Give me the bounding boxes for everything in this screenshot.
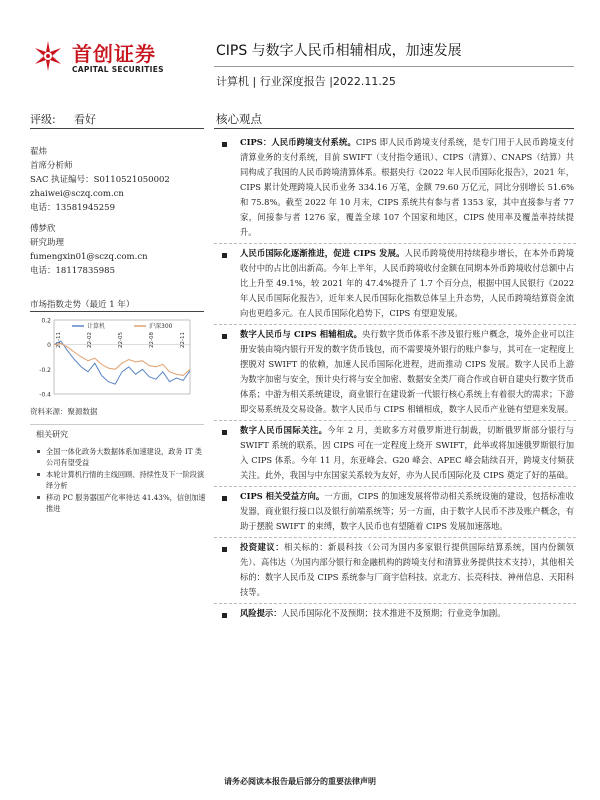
right-divider (214, 128, 574, 129)
chart-plot-frame (54, 320, 190, 394)
analyst-name: 翟炜 (30, 147, 48, 157)
report-title: CIPS 与数字人民币相辅相成，加速发展 (216, 43, 462, 59)
legend-label: 沪深300 (149, 323, 173, 330)
analyst-phone: 电话：18117835985 (30, 266, 115, 276)
chart-divider (30, 311, 204, 312)
market-index-chart (30, 314, 204, 404)
key-point-body: 央行数字货币体系不涉及银行账户概念，境外企业可以注册安装由境内银行开发的数字货币钱包，而不需要境外银行的账户参与，其可在一定程度上摆脱对 SWIFT 的依赖，加速人民币国际化进程，进而推动 CIPS 发展。数字人民币上游为数字加密与安全，预计央行将与安全加密、数据安全类厂商合作或自研自建央行数字货币体系；中游为相关系统建设，商业银行在建设新一代银行核心系统上有着很大的需求；下游即交易系统及交易设备。数字人民币与 CIPS 相辅相成，数字人民币产业链有望迎来发展。 (240, 329, 574, 414)
analyst-card (30, 222, 148, 278)
key-point-body: 人民币跨境使用持续稳步增长，在本外币跨境收付中的占比创出新高。今年上半年，人民币跨境收付金额在同期本外币跨境收付总额中占比上升至 49.1%，较 2021 年的 47.4%提升了 1.7 个百分点，根据中国人民银行《2022 年人民币国际化报告》，近年来人民币国际化指数总体呈上升态势，人民币跨境结算资金流向也更趋多元。在人民币国际化趋势下，CIPS 有望迎发展。 (240, 248, 574, 318)
rating-label: 评级: (30, 113, 56, 126)
key-point-body: 人民币国际化不及预期；技术推进不及预期；行业竞争加剧。 (281, 608, 506, 618)
y-tick-label: 0 (47, 342, 51, 350)
key-point-heading: 数字人民币国际关注。 (240, 425, 328, 435)
key-point-heading: 风险提示： (240, 608, 282, 618)
key-point-body: 今年 2 月，美欧多方对俄罗斯进行制裁，切断俄罗斯部分银行与 SWIFT 系统的联系，因 CIPS 可在一定程度上绕开 SWIFT，此举或将加速俄罗斯银行加入 CIPS 体系。今年 11 月，东亚峰会、G20 峰会、APEC 峰会陆续召开，跨境支付频获关注。此外，我国与中东国家关系较为友好，亦为人民币国际化及 CIPS 奠定了好的基础。 (240, 425, 574, 480)
key-point-body: CIPS 即人民币跨境支付系统，是专门用于人民币跨境支付清算业务的支付系统，目前 SWIFT（支付指令通讯）、CIPS（清算）、CNAPS（结算）共同构成了我国的人民币跨境清算体系。根据央行《2022 年人民币国际化报告》，2021 年，CIPS 累计处理跨境人民币业务 334.16 万笔，金额 79.60 万亿元，同比分别增长 51.6%和 75.8%。截至 2022 年 10 月末，CIPS 系统共有参与者 1353 家，其中直接参与者 77 家，间接参与者 1276 家，覆盖全球 107 个国家和地区，CIPS 使用率及覆盖率持续提升。 (240, 137, 574, 237)
related-research-item[interactable]: 本轮计算机行情的主线回顾、持续性及下一阶段演绎分析 (36, 469, 206, 491)
chart-title: 市场指数走势（最近 1 年） (30, 300, 135, 310)
analyst-card (30, 145, 170, 215)
x-tick-label: 22-08 (149, 332, 155, 348)
key-point (214, 325, 576, 421)
legend-label: 计算机 (87, 323, 106, 330)
core-views-title: 核心观点 (216, 112, 262, 126)
report-subtitle: 计算机 | 行业深度报告 |2022.11.25 (216, 75, 396, 88)
key-points-list (214, 133, 576, 624)
rating-value: 看好 (74, 113, 96, 126)
chart-source: 资料来源：聚源数据 (30, 407, 98, 416)
key-point (214, 604, 576, 624)
x-tick-label: 22-11 (180, 332, 186, 348)
key-point (214, 244, 576, 325)
left-divider (30, 128, 204, 129)
company-logo (30, 38, 215, 78)
x-tick-label: 22-05 (118, 332, 124, 348)
key-point-heading: CIPS：人民币跨境支付系统。 (240, 137, 356, 147)
header-divider (214, 66, 574, 67)
key-point-heading: 人民币国际化逐渐推进，促进 CIPS 发展。 (240, 248, 405, 258)
company-logo-mark-icon (30, 38, 66, 74)
analyst-email[interactable]: fumengxin01@sczq.com.cn (30, 252, 148, 262)
key-point-heading: 投资建议： (240, 542, 285, 552)
analyst-name: 傅梦欣 (30, 224, 56, 234)
key-point (214, 487, 576, 538)
key-point-heading: 数字人民币与 CIPS 相辅相成。 (240, 329, 363, 339)
brand-name-en: CAPITAL SECURITIES (72, 65, 164, 74)
analyst-license: SAC 执证编号：S0110521050002 (30, 175, 170, 185)
related-research-item[interactable]: 全国一体化政务大数据体系加速建设，政务 IT 类公司有望受益 (36, 446, 206, 468)
legal-footer: 请务必阅读本报告最后部分的重要法律声明 (224, 776, 376, 786)
y-tick-label: -0.4 (39, 391, 51, 399)
analyst-role: 研究助理 (30, 238, 65, 248)
key-point-body: 相关标的：新晨科技（公司为国内多家银行提供国际结算系统，国内份额领先）、高伟达（为国内部分银行和金融机构的跨境支付和清算业务提供技术支持），其他相关标的：数字人民币及 CIPS 系统参与厂商宇信科技、京北方、长亮科技、神州信息、天阳科技等。 (240, 542, 574, 597)
key-point-heading: CIPS 相关受益方向。 (240, 491, 325, 501)
related-research-item[interactable]: 移动 PC 服务器国产化率待达 41.43%，信创加速推进 (36, 492, 206, 514)
x-tick-label: 22-02 (87, 332, 93, 348)
related-divider (30, 424, 204, 425)
brand-name-cn: 首创证券 (72, 42, 156, 66)
key-point (214, 538, 576, 604)
key-point-body: 一方面，CIPS 的加速发展将带动相关系统设施的建设，包括标准收发器，商业银行接口以及银行前端系统等；另一方面，由于数字人民币不涉及账户概念，有助于摆脱 SWIFT 的束缚，数字人民币也有望随着 CIPS 发展加速落地。 (240, 491, 574, 531)
y-tick-label: 0.2 (41, 317, 51, 325)
x-tick-label: 21-11 (56, 332, 62, 348)
key-point (214, 133, 576, 244)
related-research-list (36, 446, 206, 515)
related-research-title: 相关研究 (36, 430, 68, 439)
key-point (214, 421, 576, 487)
y-tick-label: -0.2 (39, 366, 51, 374)
analyst-role: 首席分析师 (30, 161, 73, 171)
analyst-email[interactable]: zhaiwei@sczq.com.cn (30, 189, 124, 199)
analyst-phone: 电话：13581945259 (30, 203, 115, 213)
